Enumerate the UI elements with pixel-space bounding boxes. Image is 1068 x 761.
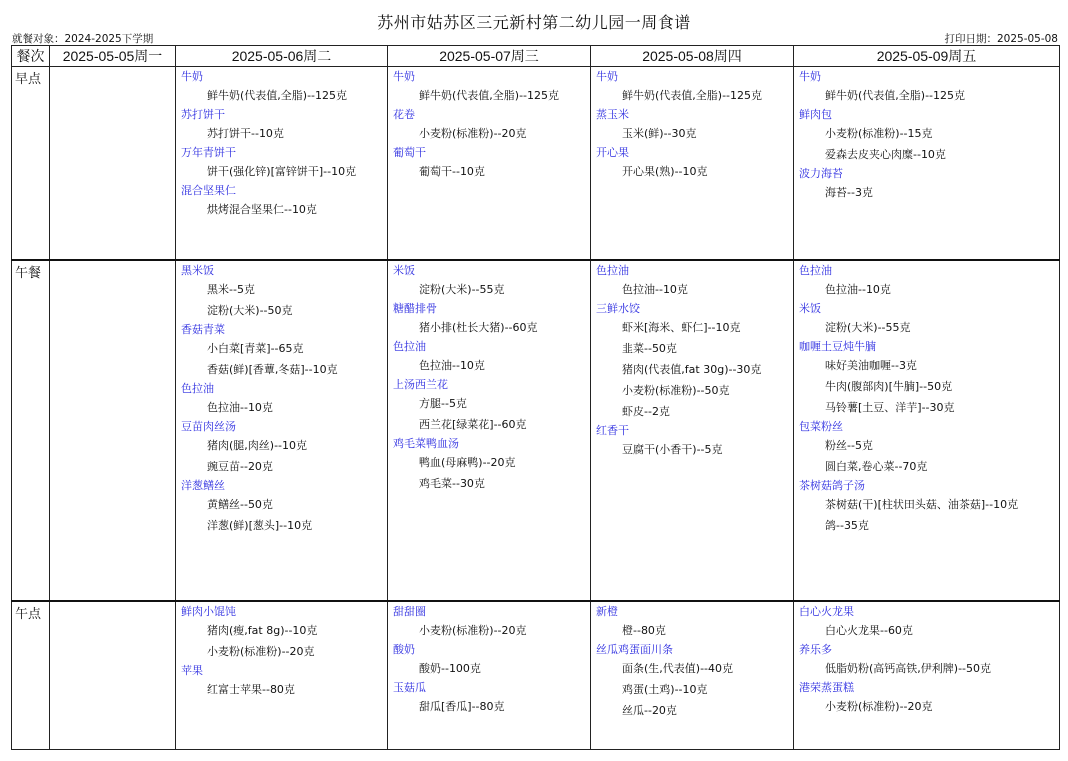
dish-name: 豆苗肉丝汤: [181, 420, 236, 434]
dish-name: 上汤西兰花: [393, 378, 448, 392]
dish-name: 港荣蒸蛋糕: [799, 680, 854, 694]
menu-cell: [591, 67, 794, 261]
ingredient-item: 鲜牛奶(代表值,全脂)--125克: [207, 89, 348, 102]
dish-name: 色拉油: [181, 382, 214, 396]
menu-cell: [50, 67, 176, 261]
dish-name: 鸡毛菜鸭血汤: [393, 437, 459, 451]
meal-row: [12, 260, 1060, 600]
meal-row: [12, 601, 1060, 750]
ingredient-item: 面条(生,代表值)--40克: [622, 661, 734, 675]
ingredient-item: 茶树菇(干)[柱状田头菇、油茶菇]--10克: [825, 498, 1019, 512]
ingredient-item: 猪肉(代表值,fat 30g)--30克: [622, 363, 762, 377]
ingredient-item: 鲜牛奶(代表值,全脂)--125克: [419, 89, 560, 102]
dish-name: 洋葱鳝丝: [181, 479, 225, 493]
day-header: 2025-05-09周五: [794, 46, 1060, 67]
ingredient-item: 豆腐干(小香干)--5克: [622, 443, 723, 457]
ingredient-item: 豌豆苗--20克: [207, 460, 273, 474]
target-label: 就餐对象：2024-2025下学期: [12, 33, 154, 45]
ingredient-item: 黑米--5克: [207, 283, 255, 297]
menu-cell: [388, 601, 591, 750]
menu-cell: [176, 260, 388, 600]
dish-name: 鲜肉包: [799, 108, 832, 121]
dish-name: 葡萄干: [393, 146, 426, 159]
ingredient-item: 开心果(熟)--10克: [622, 165, 708, 178]
dish-name: 色拉油: [393, 340, 426, 354]
dish-name: 酸奶: [393, 642, 415, 656]
ingredient-item: 淀粉(大米)--50克: [207, 304, 293, 318]
ingredient-item: 猪肉(腿,肉丝)--10克: [207, 439, 308, 453]
meal-label: 午点: [12, 601, 50, 750]
ingredient-item: 海苔--3克: [825, 186, 873, 199]
ingredient-item: 西兰花[绿菜花]--60克: [419, 418, 527, 432]
dish-name: 色拉油: [799, 264, 832, 278]
dish-name: 甜甜圈: [393, 604, 426, 618]
dish-name: 米饭: [393, 264, 415, 278]
dish-name: 新橙: [596, 604, 618, 618]
dish-name: 苹果: [181, 663, 203, 677]
print-date: 打印日期：2025-05-08: [944, 33, 1058, 45]
day-header: 2025-05-05周一: [50, 46, 176, 67]
ingredient-item: 洋葱(鲜)[葱头]--10克: [207, 519, 313, 533]
menu-cell: [794, 601, 1060, 750]
dish-name: 开心果: [596, 146, 629, 159]
dish-name: 红香干: [596, 424, 629, 438]
day-header: 2025-05-06周二: [176, 46, 388, 67]
ingredient-item: 色拉油--10克: [419, 359, 485, 373]
ingredient-item: 小麦粉(标准粉)--50克: [622, 384, 730, 398]
ingredient-item: 鸽--35克: [825, 519, 869, 533]
ingredient-item: 鸭血(母麻鸭)--20克: [419, 456, 516, 470]
dish-name: 糖醋排骨: [393, 302, 437, 316]
ingredient-item: 圆白菜,卷心菜--70克: [825, 460, 928, 474]
ingredient-item: 淀粉(大米)--55克: [825, 321, 911, 335]
ingredient-item: 猪肉(瘦,fat 8g)--10克: [207, 623, 318, 637]
page-title: 苏州市姑苏区三元新村第二幼儿园一周食谱: [377, 13, 691, 32]
ingredient-item: 色拉油--10克: [622, 283, 688, 297]
ingredient-item: 方腿--5克: [419, 397, 467, 411]
ingredient-item: 小麦粉(标准粉)--20克: [207, 644, 315, 658]
meal-row: [12, 67, 1060, 261]
header-row: [12, 46, 1060, 67]
ingredient-item: 甜瓜[香瓜]--80克: [419, 699, 505, 713]
ingredient-item: 猪小排(杜长大猪)--60克: [419, 321, 538, 335]
ingredient-item: 酸奶--100克: [419, 661, 481, 675]
ingredient-item: 鲜牛奶(代表值,全脂)--125克: [825, 89, 966, 102]
menu-cell: [388, 260, 591, 600]
ingredient-item: 小麦粉(标准粉)--15克: [825, 127, 933, 140]
ingredient-item: 淀粉(大米)--55克: [419, 283, 505, 297]
menu-cell: [794, 67, 1060, 261]
ingredient-item: 红富士苹果--80克: [207, 682, 295, 696]
ingredient-item: 饼干(强化锌)[富锌饼干]--10克: [207, 165, 357, 178]
ingredient-item: 丝瓜--20克: [622, 703, 677, 717]
ingredient-item: 鲜牛奶(代表值,全脂)--125克: [622, 89, 763, 102]
dish-name: 牛奶: [181, 70, 203, 83]
ingredient-item: 小麦粉(标准粉)--20克: [825, 699, 933, 713]
ingredient-item: 色拉油--10克: [207, 401, 273, 415]
ingredient-item: 虾皮--2克: [622, 405, 670, 419]
dish-name: 三鲜水饺: [596, 302, 640, 316]
menu-cell: [388, 67, 591, 261]
day-header: 2025-05-07周三: [388, 46, 591, 67]
dish-name: 玉菇瓜: [393, 680, 426, 694]
ingredient-item: 葡萄干--10克: [419, 165, 485, 178]
dish-name: 蒸玉米: [596, 108, 629, 121]
ingredient-item: 鸡蛋(土鸡)--10克: [622, 682, 708, 696]
menu-cell: [591, 601, 794, 750]
dish-name: 丝瓜鸡蛋面川条: [596, 642, 673, 656]
ingredient-item: 小麦粉(标准粉)--20克: [419, 623, 527, 637]
dish-name: 养乐多: [799, 642, 832, 656]
ingredient-item: 低脂奶粉(高钙高铁,伊利牌)--50克: [825, 661, 992, 675]
ingredient-item: 味好美油咖喱--3克: [825, 359, 917, 373]
ingredient-item: 香菇(鲜)[香蕈,冬菇]--10克: [207, 363, 338, 377]
dish-name: 黑米饭: [181, 264, 214, 278]
menu-cell: [591, 260, 794, 600]
ingredient-item: 烘烤混合坚果仁--10克: [207, 203, 317, 216]
dish-name: 牛奶: [799, 70, 821, 83]
dish-name: 包菜粉丝: [799, 420, 843, 434]
menu-cell: [176, 601, 388, 750]
menu-cell: [794, 260, 1060, 600]
dish-name: 鲜肉小馄饨: [181, 604, 236, 618]
ingredient-item: 玉米(鲜)--30克: [622, 127, 697, 140]
dish-name: 混合坚果仁: [181, 184, 236, 197]
ingredient-item: 黄鳝丝--50克: [207, 498, 273, 512]
dish-name: 茶树菇鸽子汤: [799, 479, 865, 493]
ingredient-item: 橙--80克: [622, 623, 666, 637]
ingredient-item: 小麦粉(标准粉)--20克: [419, 127, 527, 140]
dish-name: 万年青饼干: [181, 146, 236, 159]
dish-name: 波力海苔: [799, 167, 843, 180]
ingredient-item: 韭菜--50克: [622, 342, 677, 356]
ingredient-item: 粉丝--5克: [825, 439, 873, 453]
ingredient-item: 白心火龙果--60克: [825, 623, 913, 637]
dish-name: 苏打饼干: [181, 108, 225, 121]
dish-name: 牛奶: [393, 70, 415, 83]
dish-name: 米饭: [799, 302, 821, 316]
day-header: 2025-05-08周四: [591, 46, 794, 67]
menu-cell: [50, 601, 176, 750]
ingredient-item: 虾米[海米、虾仁]--10克: [622, 321, 741, 335]
dish-name: 白心火龙果: [799, 604, 854, 618]
meal-label: 午餐: [12, 260, 50, 600]
ingredient-item: 色拉油--10克: [825, 283, 891, 297]
meal-label: 早点: [12, 67, 50, 261]
dish-name: 香菇青菜: [181, 323, 225, 337]
ingredient-item: 爱森去皮夹心肉糜--10克: [825, 148, 946, 161]
menu-cell: [176, 67, 388, 261]
dish-name: 花卷: [393, 108, 415, 121]
ingredient-item: 马铃薯[土豆、洋芋]--30克: [825, 401, 955, 415]
ingredient-item: 苏打饼干--10克: [207, 127, 284, 140]
dish-name: 色拉油: [596, 264, 629, 278]
menu-cell: [50, 260, 176, 600]
weekly-menu-table: [11, 45, 1060, 750]
ingredient-item: 鸡毛菜--30克: [419, 477, 485, 491]
ingredient-item: 小白菜[青菜]--65克: [207, 342, 304, 356]
dish-name: 咖喱土豆炖牛腩: [799, 340, 876, 354]
dish-name: 牛奶: [596, 70, 618, 83]
corner-header: 餐次: [12, 46, 50, 67]
ingredient-item: 牛肉(腹部肉)[牛腩]--50克: [825, 380, 953, 394]
